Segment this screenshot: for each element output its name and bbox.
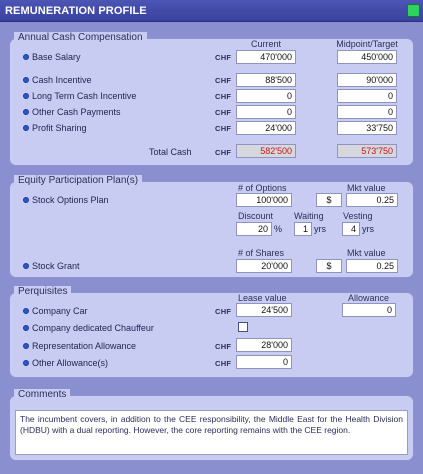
row-bullet-icon (23, 109, 29, 115)
waiting-unit: yrs (314, 224, 326, 234)
row-bullet-icon (23, 54, 29, 60)
stock-options-label: Stock Options Plan (32, 195, 109, 205)
row-bullet-icon (23, 360, 29, 366)
row-bullet-icon (23, 263, 29, 269)
current-column-header: Current (250, 39, 281, 49)
vesting-unit: yrs (362, 224, 374, 234)
total-cash-current-value: 582'500 (236, 144, 296, 158)
representation-allowance-input[interactable]: 28'000 (236, 338, 292, 352)
base-salary-current-input[interactable]: 470'000 (236, 50, 296, 64)
representation-allowance-label: Representation Allowance (32, 341, 137, 351)
other-cash-payments-midpoint-input[interactable]: 0 (337, 105, 397, 119)
company-car-allowance-input[interactable]: 0 (342, 303, 396, 317)
midpoint-column-header: Midpoint/Target (336, 39, 398, 49)
total-cash-label: Total Cash (149, 147, 192, 157)
row-bullet-icon (23, 325, 29, 331)
options-mkt-value-header: Mkt value (347, 183, 386, 193)
vesting-input[interactable]: 4 (342, 222, 360, 236)
other-allowance-label: Other Allowance(s) (32, 358, 109, 368)
waiting-input[interactable]: 1 (294, 222, 312, 236)
comments-title: Comments (14, 389, 70, 400)
comments-panel (9, 389, 414, 461)
row-bullet-icon (23, 125, 29, 131)
discount-input[interactable]: 20 (236, 222, 272, 236)
chauffeur-label: Company dedicated Chauffeur (32, 323, 154, 333)
currency-label: CHF (215, 76, 232, 85)
currency-label: CHF (215, 359, 232, 368)
currency-label: CHF (215, 53, 232, 62)
cash-incentive-midpoint-input[interactable]: 90'000 (337, 73, 397, 87)
company-car-label: Company Car (32, 306, 88, 316)
long-term-incentive-current-input[interactable]: 0 (236, 89, 296, 103)
chauffeur-checkbox[interactable] (238, 322, 248, 332)
waiting-header: Waiting (294, 211, 324, 221)
row-bullet-icon (23, 77, 29, 83)
perquisites-title: Perquisites (14, 286, 71, 297)
profit-sharing-current-input[interactable]: 24'000 (236, 121, 296, 135)
currency-label: CHF (215, 124, 232, 133)
num-options-input[interactable]: 100'000 (236, 193, 292, 207)
discount-unit: % (274, 224, 283, 234)
long-term-incentive-label: Long Term Cash Incentive (32, 91, 137, 101)
status-indicator-icon[interactable] (407, 4, 420, 17)
profit-sharing-midpoint-input[interactable]: 33'750 (337, 121, 397, 135)
num-options-header: # of Options (238, 183, 287, 193)
annual-cash-panel (9, 32, 414, 166)
base-salary-label: Base Salary (32, 52, 81, 62)
currency-label: CHF (215, 307, 232, 316)
other-cash-payments-label: Other Cash Payments (32, 107, 121, 117)
num-shares-input[interactable]: 20'000 (236, 259, 292, 273)
window-title: REMUNERATION PROFILE (5, 5, 147, 17)
stock-grant-label: Stock Grant (32, 261, 80, 271)
discount-header: Discount (238, 211, 274, 221)
equity-title: Equity Participation Plan(s) (14, 175, 142, 186)
company-car-lease-input[interactable]: 24'500 (236, 303, 292, 317)
allowance-header: Allowance (348, 293, 390, 303)
cash-incentive-label: Cash Incentive (32, 75, 92, 85)
perquisites-panel (9, 286, 414, 378)
profit-sharing-label: Profit Sharing (32, 123, 87, 133)
other-allowance-input[interactable]: 0 (236, 355, 292, 369)
currency-label: CHF (215, 148, 232, 157)
vesting-header: Vesting (343, 211, 373, 221)
total-cash-midpoint-value: 573'750 (337, 144, 397, 158)
row-bullet-icon (23, 197, 29, 203)
num-shares-header: # of Shares (238, 248, 285, 258)
currency-label: CHF (215, 92, 232, 101)
grant-mkt-value-header: Mkt value (347, 248, 386, 258)
base-salary-midpoint-input[interactable]: 450'000 (337, 50, 397, 64)
currency-label: CHF (215, 108, 232, 117)
row-bullet-icon (23, 93, 29, 99)
equity-panel (9, 175, 414, 278)
options-mkt-value-input[interactable]: 0.25 (346, 193, 398, 207)
options-currency-select[interactable]: $ (316, 193, 342, 207)
cash-incentive-current-input[interactable]: 88'500 (236, 73, 296, 87)
grant-currency-select[interactable]: $ (316, 259, 342, 273)
annual-cash-title: Annual Cash Compensation (14, 32, 147, 43)
row-bullet-icon (23, 308, 29, 314)
long-term-incentive-midpoint-input[interactable]: 0 (337, 89, 397, 103)
other-cash-payments-current-input[interactable]: 0 (236, 105, 296, 119)
row-bullet-icon (23, 343, 29, 349)
grant-mkt-value-input[interactable]: 0.25 (346, 259, 398, 273)
lease-value-header: Lease value (238, 293, 287, 303)
title-bar (0, 0, 423, 22)
currency-label: CHF (215, 342, 232, 351)
comments-textarea[interactable]: The incumbent covers, in addition to the CEE responsibility, the Middle East for the Health Division (HDBU) with a dual reporting. However, the core reporting remains with the CEE region. (15, 410, 408, 455)
